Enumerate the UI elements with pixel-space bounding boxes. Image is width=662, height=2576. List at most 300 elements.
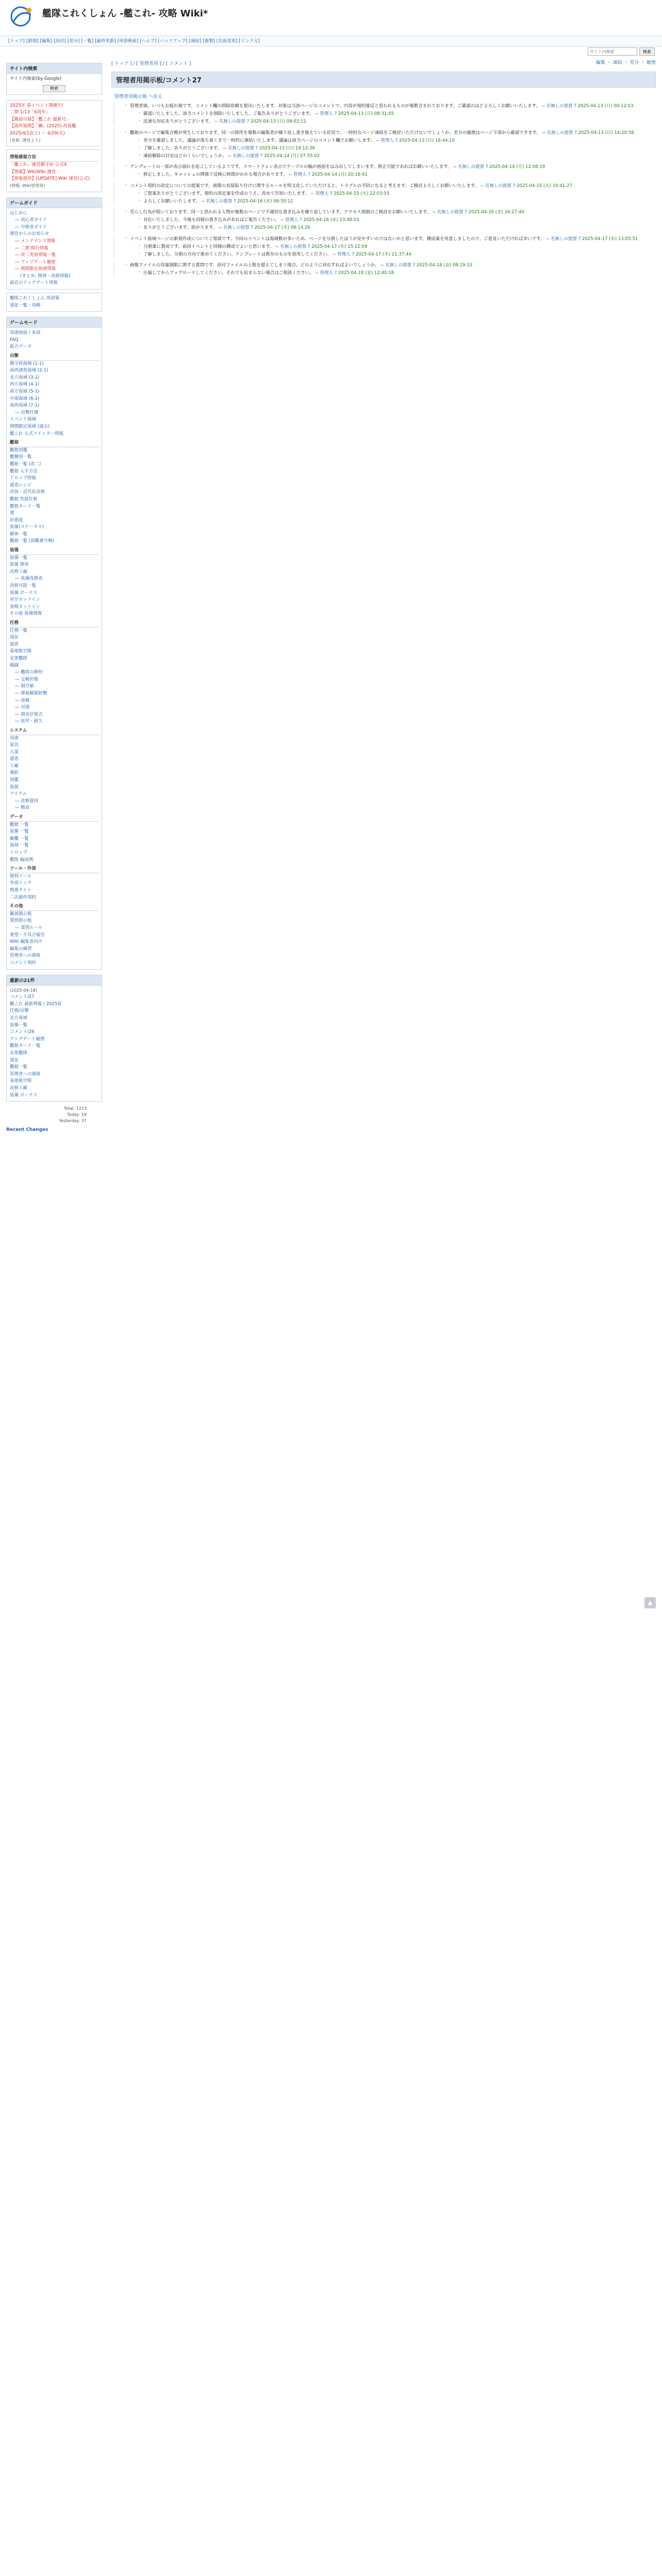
top-nav-item[interactable]: [一覧]	[81, 39, 94, 44]
ship-item[interactable]: 艦娘 入手方法	[10, 468, 38, 474]
comment-body: ・ 管理者様、いつもお疲れ様です。コメント欄の削除依頼を提出いたします。対象は当該ページのコメントで、内容が規約違反と思われるものが複数含まれております。ご確認のほどよろしくお願いいたします。 -- 名無しの提督 ? 2025-04-13 (日) 00:12:03	[130, 104, 634, 109]
equipment-item[interactable]: 夜戦カットイン	[10, 604, 40, 609]
game-guide-list	[6, 208, 102, 290]
reply-marker[interactable]: ?	[255, 145, 258, 151]
sidebar-sections	[6, 328, 102, 969]
data-item[interactable]: ドロップ	[10, 850, 27, 855]
top-nav-item[interactable]: [単語検索]	[117, 39, 139, 44]
reply-item	[138, 110, 656, 118]
reply-body: ・ 了解しました。分割の方向で進めてください。テンプレートは既存のものを流用してください。 -- 管理人 ? 2025-04-17 (木) 21:37:44	[143, 251, 411, 257]
news-item[interactable]: 【雑誌付録】「艦これ 最新号」	[10, 116, 71, 122]
comment-time: 2025-04-14 (月) 12:08:19	[489, 164, 545, 170]
ship-item[interactable]: 建造レシピ	[10, 482, 32, 488]
comment-author[interactable]: 名無しの提督	[437, 210, 464, 215]
news-item[interactable]: 二期 1/13「6周年」	[10, 110, 51, 115]
comment-text: イベント海域ページの新規作成についてご相談です。今回のイベントは海域数が多いため、ページを分割したほうが見やすいのではないかと思います。構成案を用意しましたので、ご意見いただければ幸いです。	[130, 236, 545, 242]
counter-today: Today: 19	[67, 1112, 87, 1117]
thread-list	[118, 103, 656, 126]
reply-marker[interactable]: ?	[246, 119, 250, 125]
comment-item	[125, 262, 656, 277]
reply-marker[interactable]: ?	[512, 183, 516, 189]
reply-time: 2025-04-13 (日) 18:44:10	[399, 138, 455, 143]
reply-list	[130, 243, 656, 259]
access-counter	[6, 1106, 102, 1124]
comment-body: ・ コメント規約の改定についての提案です。画像の直接貼り付けに関するルールを明文化していただけると、トラブルの予防になると考えます。ご検討よろしくお願いいたします。 -- 名無しの提督 ? 2025-04-15 (火) 10:41:27	[130, 183, 572, 189]
reply-marker[interactable]: ?	[485, 164, 488, 170]
quest-item[interactable]: 遠征	[10, 635, 19, 640]
reply-body: ・ 迅速な対応ありがとうございます。 -- 名無しの提督 ? 2025-04-13 (日) 09:02:11	[143, 119, 306, 125]
site-search-sub: サイト内検索(by Google)	[10, 76, 62, 81]
system-item[interactable]: ― 改修資材	[15, 798, 39, 804]
data-item[interactable]: 敵艦 一覧	[10, 836, 29, 841]
game-guide-item[interactable]: ― 初心者ガイド	[15, 217, 47, 223]
comment-time: 2025-04-13 (日) 00:12:03	[577, 104, 634, 109]
equipment-item[interactable]: 対空カットイン	[10, 597, 40, 603]
system-item[interactable]: 建造	[10, 756, 19, 762]
reply-marker[interactable]: ?	[574, 104, 576, 109]
recent-item[interactable]: コメント/27	[10, 994, 35, 1000]
recent-item[interactable]: 装備一覧	[10, 1022, 28, 1028]
ship-item[interactable]: 改装・近代化改修	[10, 489, 45, 495]
reply-marker[interactable]: ?	[574, 130, 577, 135]
equipment-item[interactable]: 装備一覧	[10, 555, 28, 561]
quest-item[interactable]: ― 損害計算式	[15, 711, 43, 717]
comment-text: 荒らし行為が続いております。同一と思われる人物が複数のページで不適切な書き込みを繰り返しています。アクセス規制のご検討をお願いいたします。	[130, 210, 432, 215]
news-tail: (更新: 運営より)	[10, 138, 41, 143]
comment-thread	[113, 262, 656, 277]
recent-item[interactable]: 艦これ 最新情報 / 2025春	[10, 1001, 62, 1007]
sortie-extra-item[interactable]: 期間限定海域 (過去)	[10, 423, 50, 429]
reply-author[interactable]: 管理人	[315, 191, 329, 196]
ship-item[interactable]: 解体一覧	[10, 531, 28, 537]
equipment-item[interactable]: 装備 開発	[10, 562, 29, 568]
comment-body: ・ 画像ファイルの容量制限に関する質問です。添付ファイルの上限を超えてしまう場合、どのように対応すればよいでしょうか。 -- 名無しの提督 ? 2025-04-18 (金) 09:19:33	[130, 263, 473, 268]
misc-item[interactable]: 艦隊これくしょん 用語集	[10, 296, 60, 301]
game-guide-item[interactable]: ― 改二実装情報一覧	[15, 252, 56, 258]
etc-item[interactable]: 管理者への連絡	[10, 953, 41, 959]
ship-item[interactable]: ドロップ情報	[10, 476, 36, 481]
etc-item[interactable]: 要望・不具合報告	[10, 932, 45, 938]
reply-marker[interactable]: ?	[234, 198, 236, 204]
arrow-up-icon: ▲	[648, 1599, 653, 1606]
data-heading: データ	[10, 814, 98, 822]
game-guide-item[interactable]: ― 期間限定海域情報	[15, 266, 56, 272]
game-guide-item[interactable]: ― メンテナンス情報	[15, 238, 56, 244]
quest-item[interactable]: 任務一覧	[10, 628, 28, 633]
reply-text: ご提案ありがとうございます。規約の改定案を作成のうえ、改めて告知いたします。	[143, 191, 310, 196]
reply-marker[interactable]: ?	[578, 236, 581, 242]
reply-body: ・ 確認いたしました。該当コメントを削除いたしました。ご報告ありがとうございます。 -- 管理人 ? 2025-04-13 (日) 08:31:45	[143, 111, 394, 117]
comment-body: ・ 艦娘のページで編集合戦が発生しております。同一の箇所を複数の編集者が繰り返し書き換えている状況で、一時的なページ凍結をご検討いただけないでしょうか。差分の履歴はページ下部から確認できます。 -- 名無しの提督 ? 2025-04-13 (日) 14:20:58	[130, 130, 634, 135]
recent-item[interactable]: 友軍艦隊	[10, 1050, 28, 1056]
misc-item[interactable]: 遠征一覧・攻略	[10, 302, 41, 308]
recent-item[interactable]: 北方海域	[10, 1015, 28, 1021]
equipment-heading: 装備	[10, 547, 98, 555]
game-guide-item[interactable]: (まとめ: 開発・改修情報)	[20, 273, 71, 279]
reply-body: ・ ご提案ありがとうございます。規約の改定案を作成のうえ、改めて告知いたします。 -- 管理人 ? 2025-04-15 (火) 22:03:55	[143, 191, 390, 196]
thread-list	[118, 129, 656, 161]
recent-item[interactable]: アップデート履歴	[10, 1036, 45, 1042]
quest-item[interactable]: ― 夜戦	[15, 698, 30, 703]
misc-list	[6, 293, 102, 312]
recent-item[interactable]: 基地航空隊	[10, 1078, 32, 1084]
comment-text: 画像ファイルの容量制限に関する質問です。添付ファイルの上限を超えてしまう場合、どのように対応すればよいでしょうか。	[130, 263, 379, 268]
top-nav-item[interactable]: [凍結]	[189, 39, 202, 44]
reply-author[interactable]: 管理人	[320, 270, 333, 276]
comment-time: 2025-04-17 (木) 13:05:51	[582, 236, 638, 242]
reply-marker[interactable]: ?	[308, 172, 310, 178]
comment-thread	[113, 209, 656, 232]
reply-time: 2025-04-16 (水) 06:30:12	[237, 198, 293, 204]
game-guide-item[interactable]: ― 二期 移行情報	[15, 245, 48, 251]
page-actions[interactable]: 編集 ・ 凍結 ・ 差分 ・ 履歴	[595, 60, 656, 65]
guide-tail: (情報: Wiki管理者)	[10, 183, 45, 188]
comment-item	[125, 235, 656, 259]
reply-text: 了解しました。分割の方向で進めてください。テンプレートは既存のものを流用してください。	[143, 251, 332, 257]
reply-item	[138, 118, 656, 126]
reply-item	[138, 171, 656, 179]
reply-marker[interactable]: ?	[251, 225, 253, 231]
back-link[interactable]: 管理者用掲示板 へ戻る	[114, 94, 162, 99]
reply-time: 2025-04-13 (日) 19:12:36	[259, 145, 315, 151]
reply-marker[interactable]: ?	[412, 263, 416, 268]
recent-date: (2025-04-18)	[10, 988, 37, 993]
recent-item[interactable]: 管理者への連絡	[10, 1071, 41, 1077]
comment-author[interactable]: 名無しの提督	[385, 263, 412, 268]
reply-item	[138, 137, 656, 145]
tool-item[interactable]: 外部リンク	[10, 880, 32, 886]
ship-item[interactable]: 好感度	[10, 517, 23, 523]
search-input[interactable]	[588, 47, 637, 56]
quest-item[interactable]: 戦闘	[10, 663, 19, 668]
reply-item	[138, 145, 656, 152]
equipment-item[interactable]: 改修工廠	[10, 569, 28, 574]
reply-time: 2025-04-17 (木) 21:37:44	[355, 251, 411, 257]
etc-item[interactable]: ― 質問ルール	[15, 925, 43, 930]
etc-heading: その他	[10, 903, 98, 911]
mode-item[interactable]: 母港画面 / 本部	[10, 330, 41, 336]
reply-body: ・ 了解しました。ありがとうございます。 -- 名無しの提督 ? 2025-04-13 (日) 19:12:36	[143, 145, 315, 151]
reply-marker[interactable]: ?	[334, 111, 337, 117]
thread-list	[118, 163, 656, 179]
reply-time: 2025-04-14 (月) 07:55:02	[264, 154, 320, 159]
game-guide-heading: ゲームガイド	[6, 197, 102, 208]
reply-author[interactable]: 管理人	[337, 251, 351, 257]
top-nav-item[interactable]: [添付]	[54, 39, 66, 44]
quest-heading: 任務	[10, 620, 98, 628]
guide-title: 情報確認方法	[10, 154, 98, 162]
equipment-item[interactable]: 改修可能一覧	[10, 583, 37, 589]
system-item[interactable]: 母港	[10, 735, 19, 741]
site-search-heading: サイト内検索	[6, 63, 102, 74]
reply-text: 圧縮してからアップロードしてください。それでも収まらない場合はご相談ください。	[143, 270, 314, 276]
reply-time: 2025-04-15 (火) 22:03:55	[334, 191, 390, 196]
reply-list	[130, 190, 656, 206]
game-guide-item[interactable]: 運営からのお知らせ	[10, 231, 49, 237]
ship-item[interactable]: 艦娘一覧 (改二)	[10, 461, 41, 467]
news-item[interactable]: 【海外展開】「鋼」(2025) 改装艦	[10, 124, 76, 129]
site-title[interactable]: 艦隊これくしょん -艦これ- 攻略 Wiki*	[42, 8, 208, 19]
scroll-top-button[interactable]	[644, 1597, 656, 1608]
system-item[interactable]: ― 勲章	[15, 805, 30, 811]
reply-marker[interactable]: ?	[307, 244, 310, 249]
tool-item[interactable]: 便利ツール	[10, 873, 32, 879]
reply-text: 迅速な対応ありがとうございます。	[143, 119, 213, 125]
system-item[interactable]: アイテム	[10, 791, 27, 797]
ship-item[interactable]: 艦娘カード一覧	[10, 503, 41, 509]
game-guide-item[interactable]: ― アップデート履歴	[15, 259, 56, 265]
site-header	[0, 0, 662, 36]
reply-marker[interactable]: ?	[300, 217, 302, 223]
recent-item[interactable]: 任務/出撃	[10, 1008, 29, 1014]
data-item[interactable]: 装備 一覧	[10, 829, 29, 835]
etc-item[interactable]: 質問掲示板	[10, 918, 32, 924]
thread-list	[118, 262, 656, 277]
data-item[interactable]: 艦隊 編成例	[10, 857, 34, 862]
reply-item	[138, 251, 656, 259]
recent-item[interactable]: 遠征	[10, 1057, 19, 1063]
recent-item[interactable]: コメント/26	[10, 1029, 35, 1035]
quest-item[interactable]: ― 制空値	[15, 684, 34, 689]
wiki-logo-icon[interactable]	[8, 4, 37, 30]
comment-time: 2025-04-18 (金) 09:19:33	[416, 263, 473, 268]
main-content	[111, 58, 656, 280]
reply-text: 修正しました。キャッシュの関係で反映に時間がかかる場合があります。	[143, 172, 288, 178]
reply-marker[interactable]: ?	[334, 270, 337, 276]
recent-heading: 最新の21件	[6, 975, 102, 986]
ship-item[interactable]: 装備(ステータス)	[10, 524, 44, 530]
ship-item[interactable]: 艦娘図鑑	[10, 447, 28, 453]
recent-item[interactable]: 装備 ボーナス	[10, 1092, 38, 1098]
top-nav-item[interactable]: [バックアップ]	[158, 39, 188, 44]
top-nav-item[interactable]: [ヘルプ]	[140, 39, 157, 44]
reply-author[interactable]: 名無しの提督	[206, 198, 233, 204]
comment-author[interactable]: 名無しの提督	[551, 236, 577, 242]
reply-author[interactable]: 名無しの提督	[233, 154, 259, 159]
thread-list	[118, 209, 656, 232]
game-guide-item[interactable]: はじめに	[10, 210, 28, 216]
reply-time: 2025-04-13 (日) 08:31:45	[338, 111, 394, 117]
reply-list	[130, 137, 656, 161]
reply-item	[138, 152, 656, 160]
sortie-extra-item[interactable]: 艦これ 公式ツイッター情報	[10, 431, 64, 436]
reply-list	[130, 110, 656, 126]
comment-body: ・ 荒らし行為が続いております。同一と思われる人物が複数のページで不適切な書き込みを繰り返しています。アクセス規制のご検討をお願いいたします。 -- 名無しの提督 ? 2025-04-16 (水) 16:27:40	[130, 210, 524, 215]
quest-item[interactable]: ― 弾着観測射撃	[15, 690, 47, 696]
ship-item[interactable]: 艦娘一覧 (図鑑番号順)	[10, 538, 54, 544]
reply-body: ・ ありがとうございます。助かります。 -- 名無しの提督 ? 2025-04-17 (木) 08:14:26	[143, 225, 310, 231]
comment-time: 2025-04-15 (火) 10:41:27	[516, 183, 572, 189]
recent-item[interactable]: 艦娘カード一覧	[10, 1043, 41, 1049]
sortie-item[interactable]: ― 出撃任務	[15, 410, 39, 415]
ship-item[interactable]: 艦種別一覧	[10, 454, 32, 460]
guide-item[interactable]: 【情報提供】[UPDATE] Wiki 運営(公式)	[10, 176, 90, 182]
data-item[interactable]: 海域 一覧	[10, 843, 29, 849]
reply-author[interactable]: 管理人	[293, 172, 307, 178]
ship-heading: 艦娘	[10, 439, 98, 447]
comment-body: ・ テンプレートの一部が表示崩れを起こしているようです。スマートフォン表示でテーブルの幅が画面をはみ出してしまいます。修正可能であればお願いいたします。 -- 名無しの提督 ? 2025-04-14 (月) 12:08:19	[130, 164, 545, 170]
comment-thread	[113, 182, 656, 206]
recent-item[interactable]: 改修工廠	[10, 1086, 28, 1091]
system-item[interactable]: 資源	[10, 784, 19, 790]
tool-heading: ツール・外部	[10, 866, 98, 873]
ship-item[interactable]: 艦娘 性能比較	[10, 496, 38, 502]
comment-author[interactable]: 名無しの提督	[547, 130, 573, 135]
quest-item[interactable]: ― 交戦形態	[15, 676, 39, 682]
top-nav-item[interactable]: [トップ]	[8, 39, 25, 44]
reply-list	[130, 171, 656, 179]
etc-item[interactable]: 編集の練習	[10, 946, 32, 952]
sortie-item[interactable]: 南西海域 (7-1)	[10, 403, 40, 409]
search-button[interactable]: 検索	[639, 47, 655, 56]
sidebar	[6, 58, 102, 1132]
reply-item	[138, 216, 656, 224]
comment-item	[125, 103, 656, 126]
reply-body: ・ 差分を確認しました。議論が落ち着くまで一時的に凍結いたします。議論は該当ページのコメント欄でお願いします。 -- 管理人 ? 2025-04-13 (日) 18:44:10	[143, 138, 455, 143]
reply-body: ・ 凍結解除の目安はどのくらいでしょうか。 -- 名無しの提督 ? 2025-04-14 (月) 07:55:02	[143, 154, 320, 159]
guide-item[interactable]: 「艦これ」運営鎮守府 公式X	[10, 162, 67, 167]
sortie-extra-item[interactable]: イベント海域	[10, 417, 37, 422]
google-search-button[interactable]: 検索	[43, 85, 65, 92]
system-item[interactable]: 図鑑	[10, 777, 19, 783]
reply-time: 2025-04-13 (日) 09:02:11	[250, 119, 306, 125]
reply-time: 2025-04-17 (木) 15:22:09	[311, 244, 368, 249]
reply-time: 2025-04-17 (木) 08:14:26	[254, 225, 310, 231]
top-nav-item[interactable]: [最終更新]	[95, 39, 116, 44]
reply-text: 確認いたしました。該当コメントを削除いたしました。ご報告ありがとうございます。	[143, 111, 314, 117]
reply-author[interactable]: 管理人	[320, 111, 333, 117]
sortie-item[interactable]: 鎮守府海域 (1-1)	[10, 361, 44, 366]
reply-marker[interactable]: ?	[465, 210, 467, 215]
mode-item[interactable]: FAQ	[10, 337, 19, 343]
quest-item[interactable]: ― 艦隊の陣形	[15, 670, 43, 675]
sortie-item[interactable]: 南方海域 (5-1)	[10, 389, 40, 394]
etc-item[interactable]: 雑談掲示板	[10, 911, 32, 917]
equipment-item[interactable]: ― 装備改修表	[15, 576, 43, 582]
comment-thread	[113, 235, 656, 259]
game-guide-item[interactable]: 最近のアップデート情報	[10, 280, 58, 286]
quest-item[interactable]: ― 装甲・耐久	[15, 719, 43, 724]
reply-time: 2025-04-16 (水) 23:48:03	[303, 217, 359, 223]
reply-author[interactable]: 管理人	[380, 138, 394, 143]
counter-yesterday: Yesterday: 37	[59, 1118, 87, 1124]
equipment-item[interactable]: 装備 ボーナス	[10, 590, 38, 596]
breadcrumb[interactable]: [ トップ ] / [ 管理者用 ] / [ コメント ]	[111, 61, 191, 66]
reply-body: ・ よろしくお願いいたします。 -- 名無しの提督 ? 2025-04-16 (水) 06:30:12	[143, 198, 293, 204]
counter-total: Total: 1223	[63, 1106, 87, 1111]
reply-item	[138, 243, 656, 251]
reply-author[interactable]: 名無しの提督	[227, 145, 254, 151]
data-item[interactable]: 艦娘 一覧	[10, 822, 29, 827]
reply-list	[130, 269, 656, 277]
recent-item[interactable]: 艦娘一覧	[10, 1064, 28, 1070]
reply-item	[138, 190, 656, 198]
system-heading: システム	[10, 727, 98, 735]
reply-text: 凍結解除の目安はどのくらいでしょうか。	[143, 154, 227, 159]
header-search	[588, 47, 655, 56]
quest-item[interactable]: ― 対潜	[15, 705, 30, 710]
reply-marker[interactable]: ?	[352, 251, 355, 257]
comment-time: 2025-04-16 (水) 16:27:40	[468, 210, 524, 215]
sortie-item[interactable]: 西方海域 (4-1)	[10, 382, 40, 387]
comment-author[interactable]: 名無しの提督	[546, 104, 573, 109]
game-guide-item[interactable]: ― 中級者ガイド	[15, 224, 47, 230]
comment-thread	[113, 163, 656, 179]
reply-body: ・ 分割案に賛成です。前回イベントと同様の構成でよいと思います。 -- 名無しの提督 ? 2025-04-17 (木) 15:22:09	[143, 244, 368, 249]
comment-time: 2025-04-13 (日) 14:20:58	[578, 130, 634, 135]
reply-author[interactable]: 名無しの提督	[219, 119, 245, 125]
system-item[interactable]: 入渠	[10, 749, 19, 755]
reply-author[interactable]: 名無しの提督	[223, 225, 250, 231]
equipment-item[interactable]: その他 装備情報	[10, 611, 42, 617]
comment-author[interactable]: 名無しの提督	[485, 183, 511, 189]
quest-item[interactable]: 演習	[10, 641, 19, 647]
top-nav-item[interactable]: [複製]	[203, 39, 215, 44]
reply-body: ・ 圧縮してからアップロードしてください。それでも収まらない場合はご相談ください。 -- 管理人 ? 2025-04-18 (金) 12:40:18	[143, 270, 394, 276]
recent-changes-link[interactable]: Recent Changes	[6, 1127, 48, 1133]
reply-marker[interactable]: ?	[395, 138, 398, 143]
reply-item	[138, 198, 656, 206]
sortie-item[interactable]: 中部海域 (6-1)	[10, 396, 40, 401]
page-title: 管理者用掲示板/コメント27	[111, 72, 656, 88]
comment-author[interactable]: 名無しの提督	[458, 164, 485, 170]
reply-item	[138, 224, 656, 232]
reply-author[interactable]: 管理人	[285, 217, 299, 223]
comment-item	[125, 129, 656, 161]
news-item[interactable]: 2025年 春イベント開催中!	[10, 103, 64, 108]
reply-body: ・ 対応いたしました。今後も同様の書き込みがあればご報告ください。 -- 管理人 ? 2025-04-16 (水) 23:48:03	[143, 217, 359, 223]
reply-item	[138, 269, 656, 277]
news-item[interactable]: 2025/4/12(土) ～ 4/29(火)	[10, 130, 65, 136]
top-nav-item[interactable]: [名前変更]	[216, 39, 238, 44]
comment-text: テンプレートの一部が表示崩れを起こしているようです。スマートフォン表示でテーブルの幅が画面をはみ出してしまいます。修正可能であればお願いいたします。	[130, 164, 452, 170]
system-item[interactable]: 家具	[10, 742, 19, 748]
comment-text: コメント規約の改定についての提案です。画像の直接貼り付けに関するルールを明文化していただけると、トラブルの予防になると考えます。ご検討よろしくお願いいたします。	[130, 183, 479, 189]
comment-thread	[113, 103, 656, 126]
mode-heading: ゲームモード	[6, 317, 102, 328]
etc-item[interactable]: Wiki 編集者向け	[10, 939, 43, 945]
mode-item[interactable]: 総合データ	[10, 344, 32, 350]
guide-item[interactable]: 【情報】WikiWiki 運営	[10, 169, 56, 175]
reply-author[interactable]: 名無しの提督	[280, 244, 307, 249]
quest-item[interactable]: 友軍艦隊	[10, 655, 28, 661]
sortie-item[interactable]: 北方海域 (3-1)	[10, 375, 40, 380]
ship-item[interactable]: 運	[10, 511, 14, 516]
reply-marker[interactable]: ?	[260, 154, 263, 159]
sortie-item[interactable]: 南西諸島海域 (2-1)	[10, 368, 48, 374]
comment-threads	[111, 103, 656, 277]
comment-item	[125, 163, 656, 179]
top-nav-item[interactable]: [編集]	[40, 39, 53, 44]
quest-item[interactable]: 基地航空隊	[10, 649, 32, 654]
etc-item[interactable]: コメント規約	[10, 960, 37, 965]
reply-body: ・ 修正しました。キャッシュの関係で反映に時間がかかる場合があります。 -- 管理人 ? 2025-04-14 (月) 20:16:41	[143, 172, 368, 178]
reply-time: 2025-04-14 (月) 20:16:41	[311, 172, 368, 178]
top-nav-item[interactable]: [差分]	[67, 39, 80, 44]
reply-text: ありがとうございます。助かります。	[143, 225, 218, 231]
comment-item	[125, 209, 656, 232]
comment-text: 管理者様、いつもお疲れ様です。コメント欄の削除依頼を提出いたします。対象は当該ページのコメントで、内容が規約違反と思われるものが複数含まれております。ご確認のほどよろしくお願いいたします。	[130, 104, 540, 109]
top-nav-item[interactable]: [リンク元]	[239, 39, 260, 44]
tool-item[interactable]: 関連サイト	[10, 887, 31, 893]
top-nav-item[interactable]: [新規]	[26, 39, 39, 44]
tool-item[interactable]: 二次創作規約	[10, 894, 37, 900]
comment-thread	[113, 129, 656, 161]
reply-text: 分割案に賛成です。前回イベントと同様の構成でよいと思います。	[143, 244, 274, 249]
system-item[interactable]: 補給	[10, 770, 19, 776]
system-item[interactable]: 工廠	[10, 763, 19, 769]
reply-marker[interactable]: ?	[329, 191, 333, 196]
